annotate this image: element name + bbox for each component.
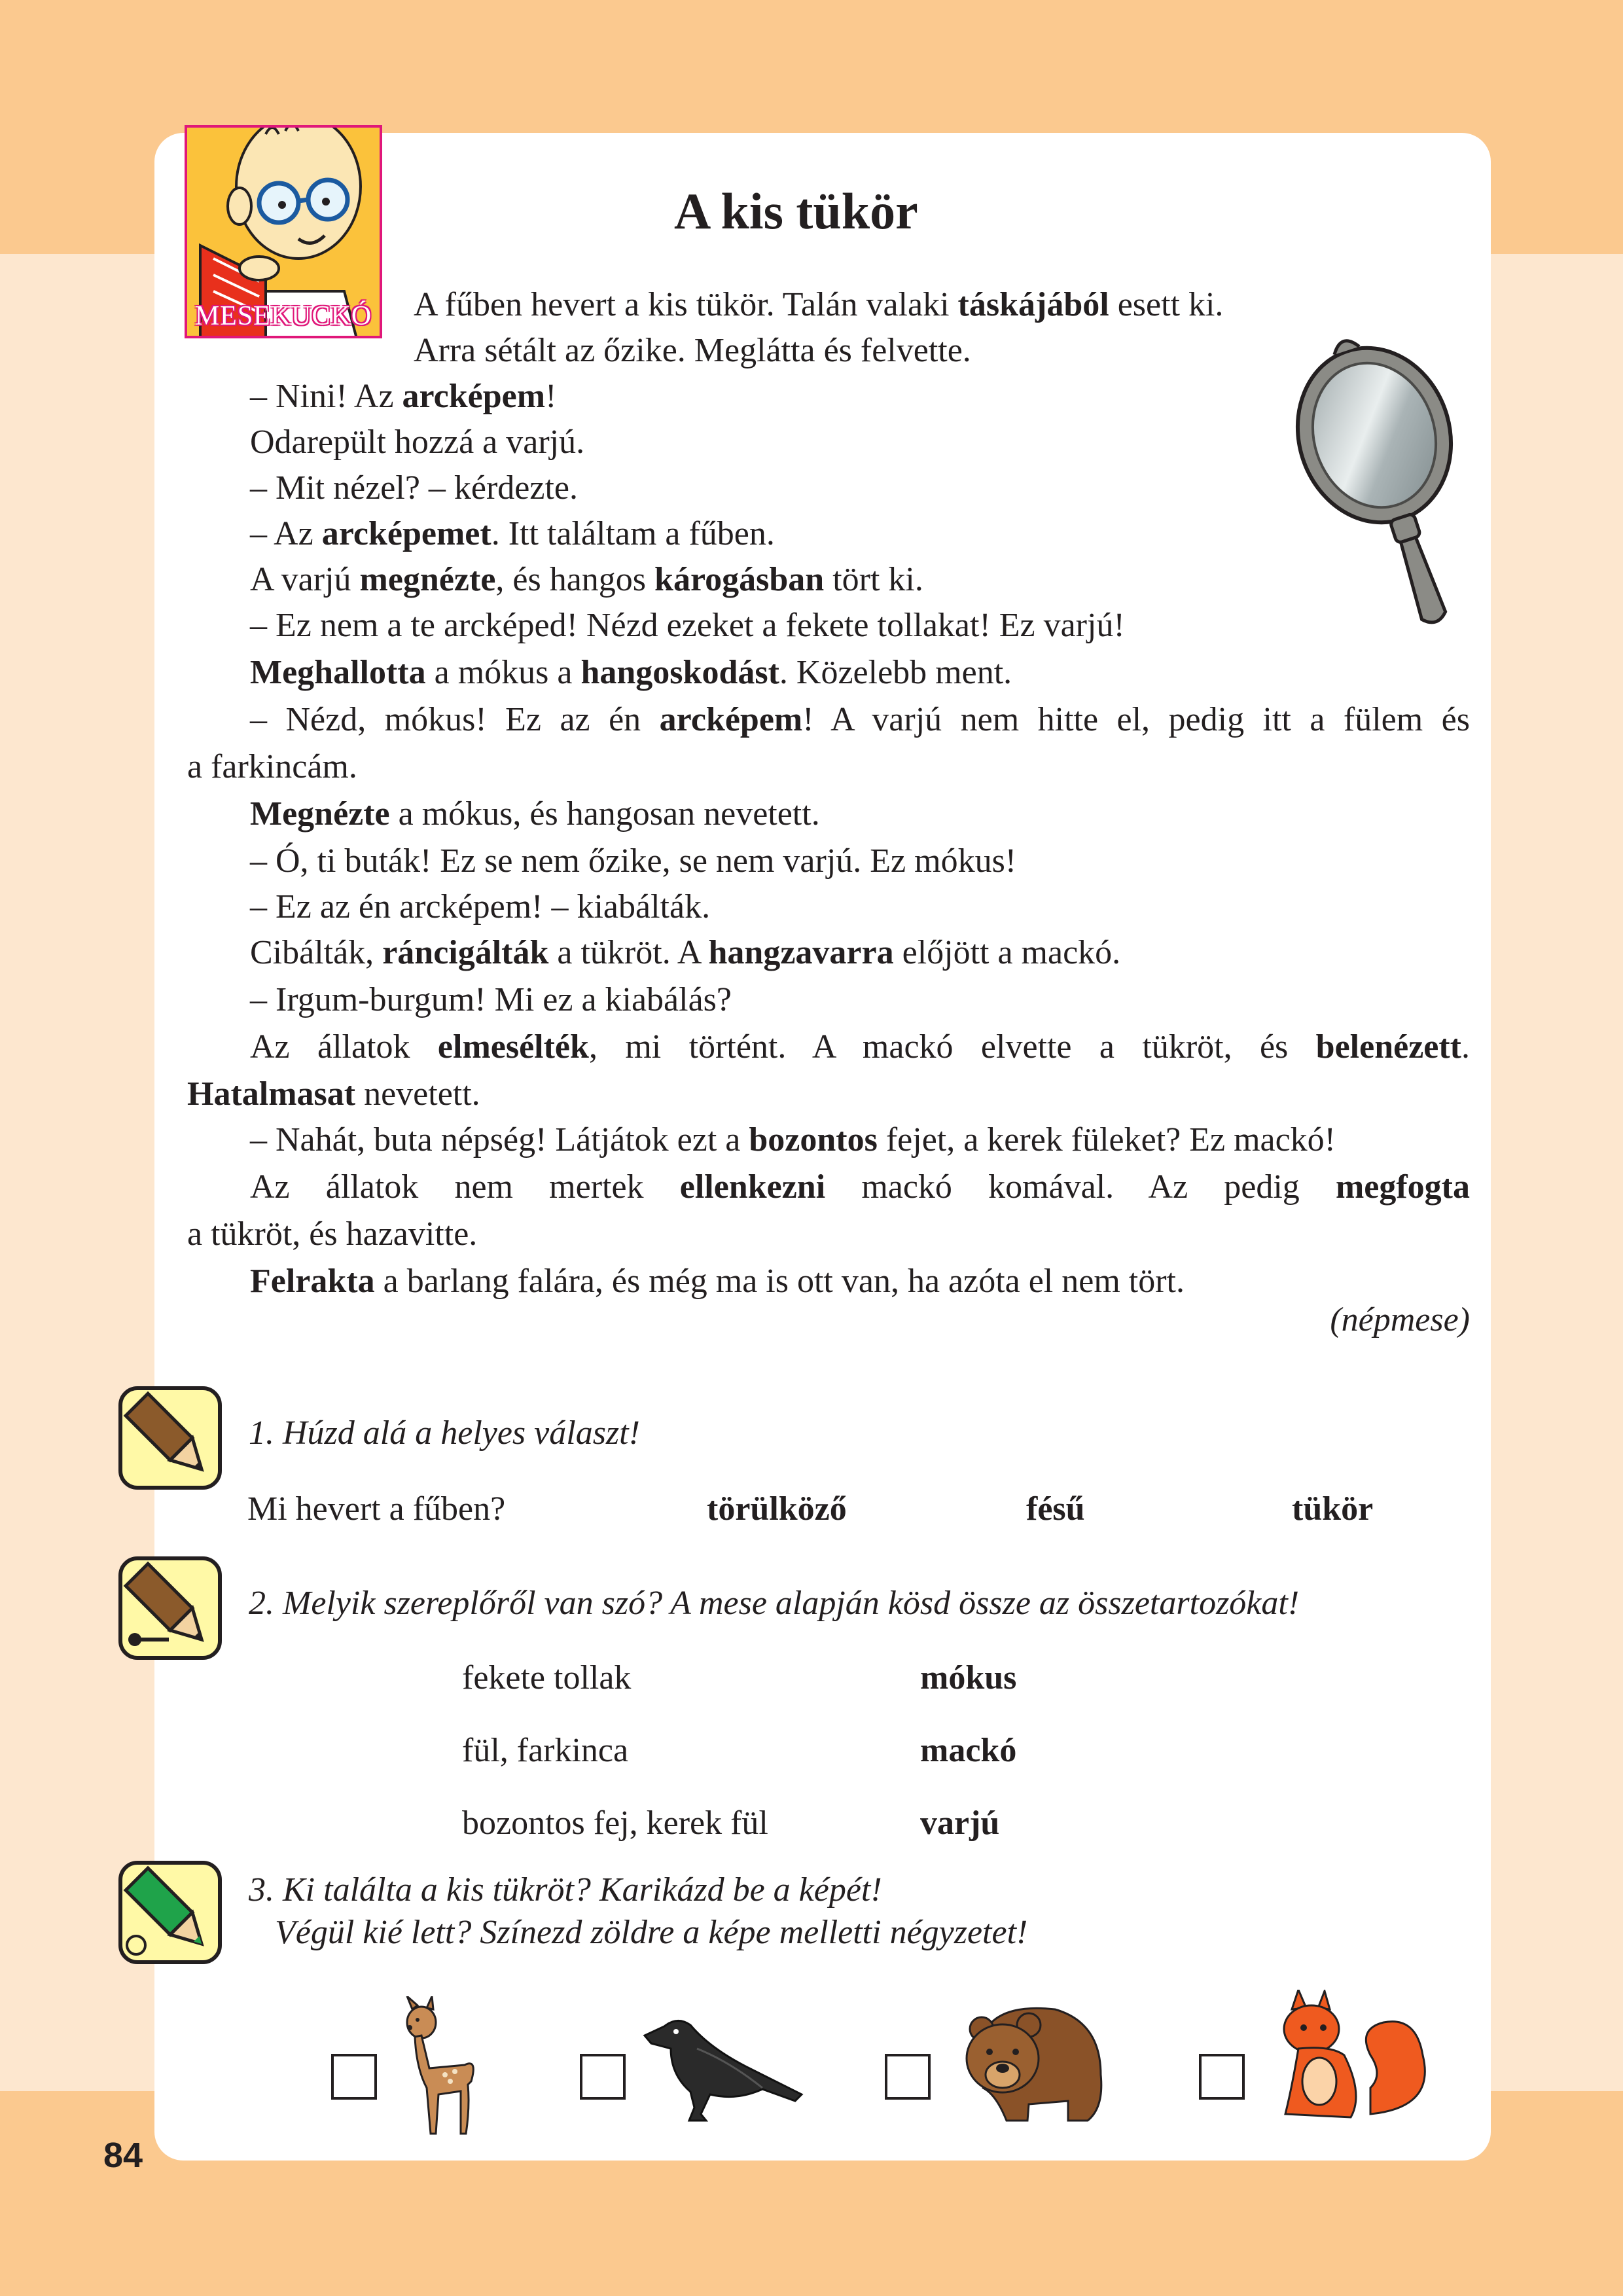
story-bold-word: hangzavarra xyxy=(708,934,894,971)
story-text-segment: – Ez nem a te arcképed! Nézd ezeket a fekete tollakat! Ez varjú! xyxy=(250,607,1125,644)
story-text-segment: Arra sétált az őzike. Meglátta és felvette. xyxy=(414,332,971,369)
story-line xyxy=(250,977,1533,1024)
squirrel-icon[interactable] xyxy=(1272,1990,1436,2127)
pencil-line-task-icon xyxy=(116,1554,224,1662)
story-text-segment: ! A varjú nem hitte el, pedig itt a fülem és xyxy=(802,701,1471,738)
story-text-segment: ! xyxy=(545,378,557,415)
story-line xyxy=(414,281,1623,329)
story-text-segment: tört ki. xyxy=(824,561,923,598)
story-source: (népmese) xyxy=(1330,1301,1470,1338)
story-text-segment: A fűben hevert a kis tükör. Talán valaki xyxy=(414,286,958,323)
task3-question-2: Végül kié lett? Színezd zöldre a képe melletti négyzetet! xyxy=(275,1914,1028,1951)
story-line xyxy=(250,649,1533,696)
task2-right-3[interactable]: varjú xyxy=(920,1804,1000,1842)
task2-question: 2. Melyik szereplőről van szó? A mese alapján kösd össze az összetartozókat! xyxy=(249,1585,1300,1622)
story-text-segment: A varjú xyxy=(250,561,360,598)
page-title: A kis tükör xyxy=(674,183,918,240)
story-line xyxy=(250,1258,1533,1305)
story-bold-word: megnézte xyxy=(359,561,496,598)
story-bold-word: bozontos xyxy=(749,1121,878,1158)
story-line xyxy=(250,373,1533,420)
story-bold-word: táskájából xyxy=(957,286,1109,323)
task3-question-1: 3. Ki találta a kis tükröt? Karikázd be a képét! xyxy=(249,1871,882,1909)
story-line xyxy=(250,556,1533,603)
story-text-segment: Cibálták, xyxy=(250,934,383,971)
story-bold-word: károgásban xyxy=(654,561,825,598)
story-line xyxy=(187,744,1470,791)
story-line xyxy=(250,419,1533,466)
story-text-segment: a tükröt, és hazavitte. xyxy=(187,1215,478,1253)
task1-option-3[interactable]: tükör xyxy=(1292,1490,1374,1528)
story-text-segment: Odarepült hozzá a varjú. xyxy=(250,423,585,461)
story-line xyxy=(414,327,1623,374)
story-text-segment: . Közelebb ment. xyxy=(779,654,1012,691)
task2-right-1[interactable]: mókus xyxy=(920,1659,1017,1696)
story-bold-word: ellenkezni xyxy=(679,1168,826,1206)
story-text-segment: a mókus a xyxy=(425,654,581,691)
crow-icon[interactable] xyxy=(638,2009,808,2127)
story-bold-word: Meghallotta xyxy=(250,654,426,691)
story-text-segment: – Nahát, buta népség! Látjátok ezt a xyxy=(250,1121,749,1158)
deer-checkbox[interactable] xyxy=(331,2054,377,2100)
story-text-segment: – Ó, ti buták! Ez se nem őzike, se nem varjú. Ez mókus! xyxy=(250,842,1017,880)
story-bold-word: arcképem xyxy=(402,378,546,415)
bear-icon[interactable] xyxy=(957,1996,1107,2127)
task1-question: 1. Húzd alá a helyes választ! xyxy=(249,1414,640,1452)
story-text-segment: – Nézd, mókus! Ez az én xyxy=(250,701,660,738)
task2-left-3[interactable]: bozontos fej, kerek fül xyxy=(462,1804,768,1842)
story-text-segment: . Itt találtam a fűben. xyxy=(491,515,775,552)
story-text-segment: esett ki. xyxy=(1109,286,1224,323)
story-text-segment: – Irgum-burgum! Mi ez a kiabálás? xyxy=(250,981,732,1018)
story-bold-word: Hatalmasat xyxy=(187,1075,356,1113)
story-line xyxy=(250,696,1470,744)
story-text-segment: előjött a mackó. xyxy=(893,934,1121,971)
task1-option-1[interactable]: törülköző xyxy=(707,1490,847,1528)
logo-label: MESEKUCKÓ xyxy=(194,301,372,331)
story-text-segment: a farkincám. xyxy=(187,748,357,785)
task2-right-2[interactable]: mackó xyxy=(920,1732,1017,1769)
story-line xyxy=(250,929,1533,977)
story-bold-word: Felrakta xyxy=(250,1263,375,1300)
story-text-segment: – Mit nézel? – kérdezte. xyxy=(250,469,578,507)
story-bold-word: arcképemet xyxy=(321,515,491,552)
story-text-segment: – Az xyxy=(250,515,322,552)
page-number: 84 xyxy=(103,2136,143,2175)
story-line xyxy=(250,884,1533,931)
story-line xyxy=(187,1071,1470,1118)
mesekucko-logo xyxy=(185,125,382,338)
crow-checkbox[interactable] xyxy=(580,2054,626,2100)
task2-left-1[interactable]: fekete tollak xyxy=(462,1659,632,1696)
story-text-segment: Az állatok xyxy=(250,1028,438,1066)
story-bold-word: elmesélték xyxy=(437,1028,589,1066)
story-line xyxy=(250,838,1533,885)
story-text-segment: fejet, a kerek füleket? Ez mackó! xyxy=(877,1121,1336,1158)
story-text-segment: nevetett. xyxy=(355,1075,480,1113)
story-line xyxy=(250,465,1533,512)
story-text-segment: – Nini! Az xyxy=(250,378,402,415)
story-bold-word: hangoskodást xyxy=(580,654,779,691)
story-text-segment: – Ez az én arcképem! – kiabálták. xyxy=(250,888,711,925)
green-pencil-task-icon xyxy=(116,1859,224,1966)
story-text-segment: . xyxy=(1461,1028,1470,1066)
story-line xyxy=(250,511,1533,558)
task2-left-2[interactable]: fül, farkinca xyxy=(462,1732,629,1769)
story-text-segment: mackó komával. Az pedig xyxy=(825,1168,1336,1206)
bear-checkbox[interactable] xyxy=(885,2054,931,2100)
story-text-segment: , mi történt. A mackó elvette a tükröt, és xyxy=(588,1028,1316,1066)
task1-option-2[interactable]: fésű xyxy=(1026,1490,1085,1528)
story-text-segment: , és hangos xyxy=(495,561,655,598)
story-bold-word: Megnézte xyxy=(250,795,390,833)
squirrel-checkbox[interactable] xyxy=(1199,2054,1245,2100)
story-bold-word: belenézett xyxy=(1315,1028,1461,1066)
story-text-segment: a barlang falára, és még ma is ott van, ha azóta el nem tört. xyxy=(374,1263,1185,1300)
pencil-task-icon xyxy=(116,1384,224,1492)
story-text-segment: a mókus, és hangosan nevetett. xyxy=(389,795,820,833)
story-line xyxy=(250,1024,1470,1071)
story-line xyxy=(250,602,1533,649)
deer-icon[interactable] xyxy=(393,1996,484,2140)
task1-prompt: Mi hevert a fűben? xyxy=(247,1490,506,1528)
story-line xyxy=(250,1117,1533,1164)
story-line xyxy=(187,1211,1470,1258)
story-text-segment: Az állatok nem mertek xyxy=(250,1168,680,1206)
story-line xyxy=(250,1164,1470,1211)
story-text-segment: a tükröt. A xyxy=(548,934,709,971)
story-bold-word: megfogta xyxy=(1335,1168,1470,1206)
story-line xyxy=(250,791,1533,838)
story-bold-word: ráncigálták xyxy=(382,934,549,971)
story-bold-word: arcképem xyxy=(659,701,803,738)
